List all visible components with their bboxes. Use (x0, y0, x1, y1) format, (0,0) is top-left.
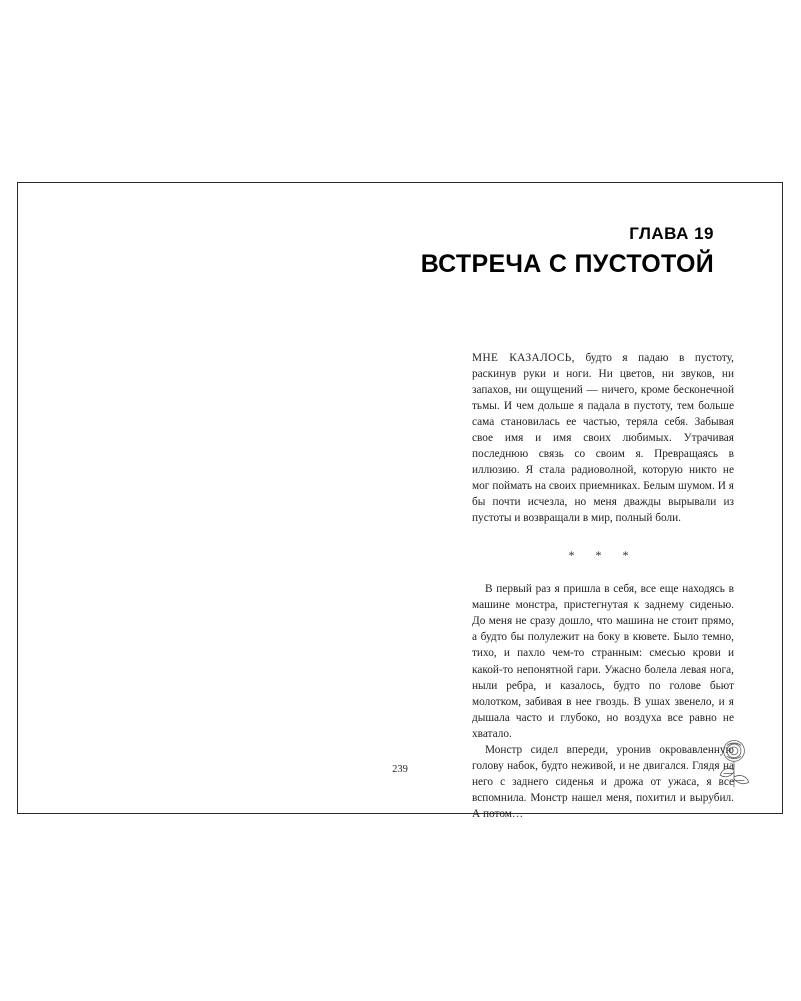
paragraph-3: Монстр сидел впереди, уронив окровавленную голову набок, будто неживой, и не двигался. Глядя на него с заднего сиденья и дрожа от ужаса, я все вспомнила. Монстр нашел меня, похитил и вырубил. А потом… (472, 743, 734, 820)
rose-ornament-icon (708, 735, 760, 791)
body-text-column (472, 350, 734, 822)
chapter-heading (294, 225, 714, 278)
book-page (17, 182, 783, 820)
opening-smallcaps: МНЕ КАЗАЛОСЬ, (472, 352, 575, 364)
chapter-number: ГЛАВА 19 (629, 224, 714, 243)
paragraph-text: будто я падаю в пустоту, раскинув руки и ноги. Ни цветов, ни звуков, ни запахов, ни ощущений — ничего, кроме бесконечной тьмы. И чем дольше я падала в пустоту, тем больше сама становилась ее частью, теряла себя. Забывая свое имя и имя своих любимых. Утрачивая последнюю связь со своим я. Превращаясь в иллюзию. Я стала радиоволной, которую никто не мог поймать на своих приемниках. Белым шумом. И я бы почти исчезла, но меня дважды вырывали из пустоты и возвращали в мир, полный боли. (472, 352, 734, 525)
paragraph-2: В первый раз я пришла в себя, все еще находясь в машине монстра, пристегнутая к заднему сиденью. До меня не сразу дошло, что машина не стоит прямо, а будто бы полулежит на боку в кювете. Было темно, тихо, и пахло чем-то странным: смесью крови и какой-то непонятной гари. Ужасно болела левая нога, ныли ребра, и казалось, будто по голове бьют молотком, забивая в нее гвоздь. В ушах звенело, и я дышала часто и глубоко, но воздуха все равно не хватало. (472, 583, 734, 740)
page-number: 239 (392, 764, 408, 775)
section-divider: * * * (568, 548, 638, 563)
chapter-title: ВСТРЕЧА С ПУСТОТОЙ (420, 249, 714, 278)
page-content (18, 183, 782, 820)
paragraph-opening (472, 350, 734, 526)
